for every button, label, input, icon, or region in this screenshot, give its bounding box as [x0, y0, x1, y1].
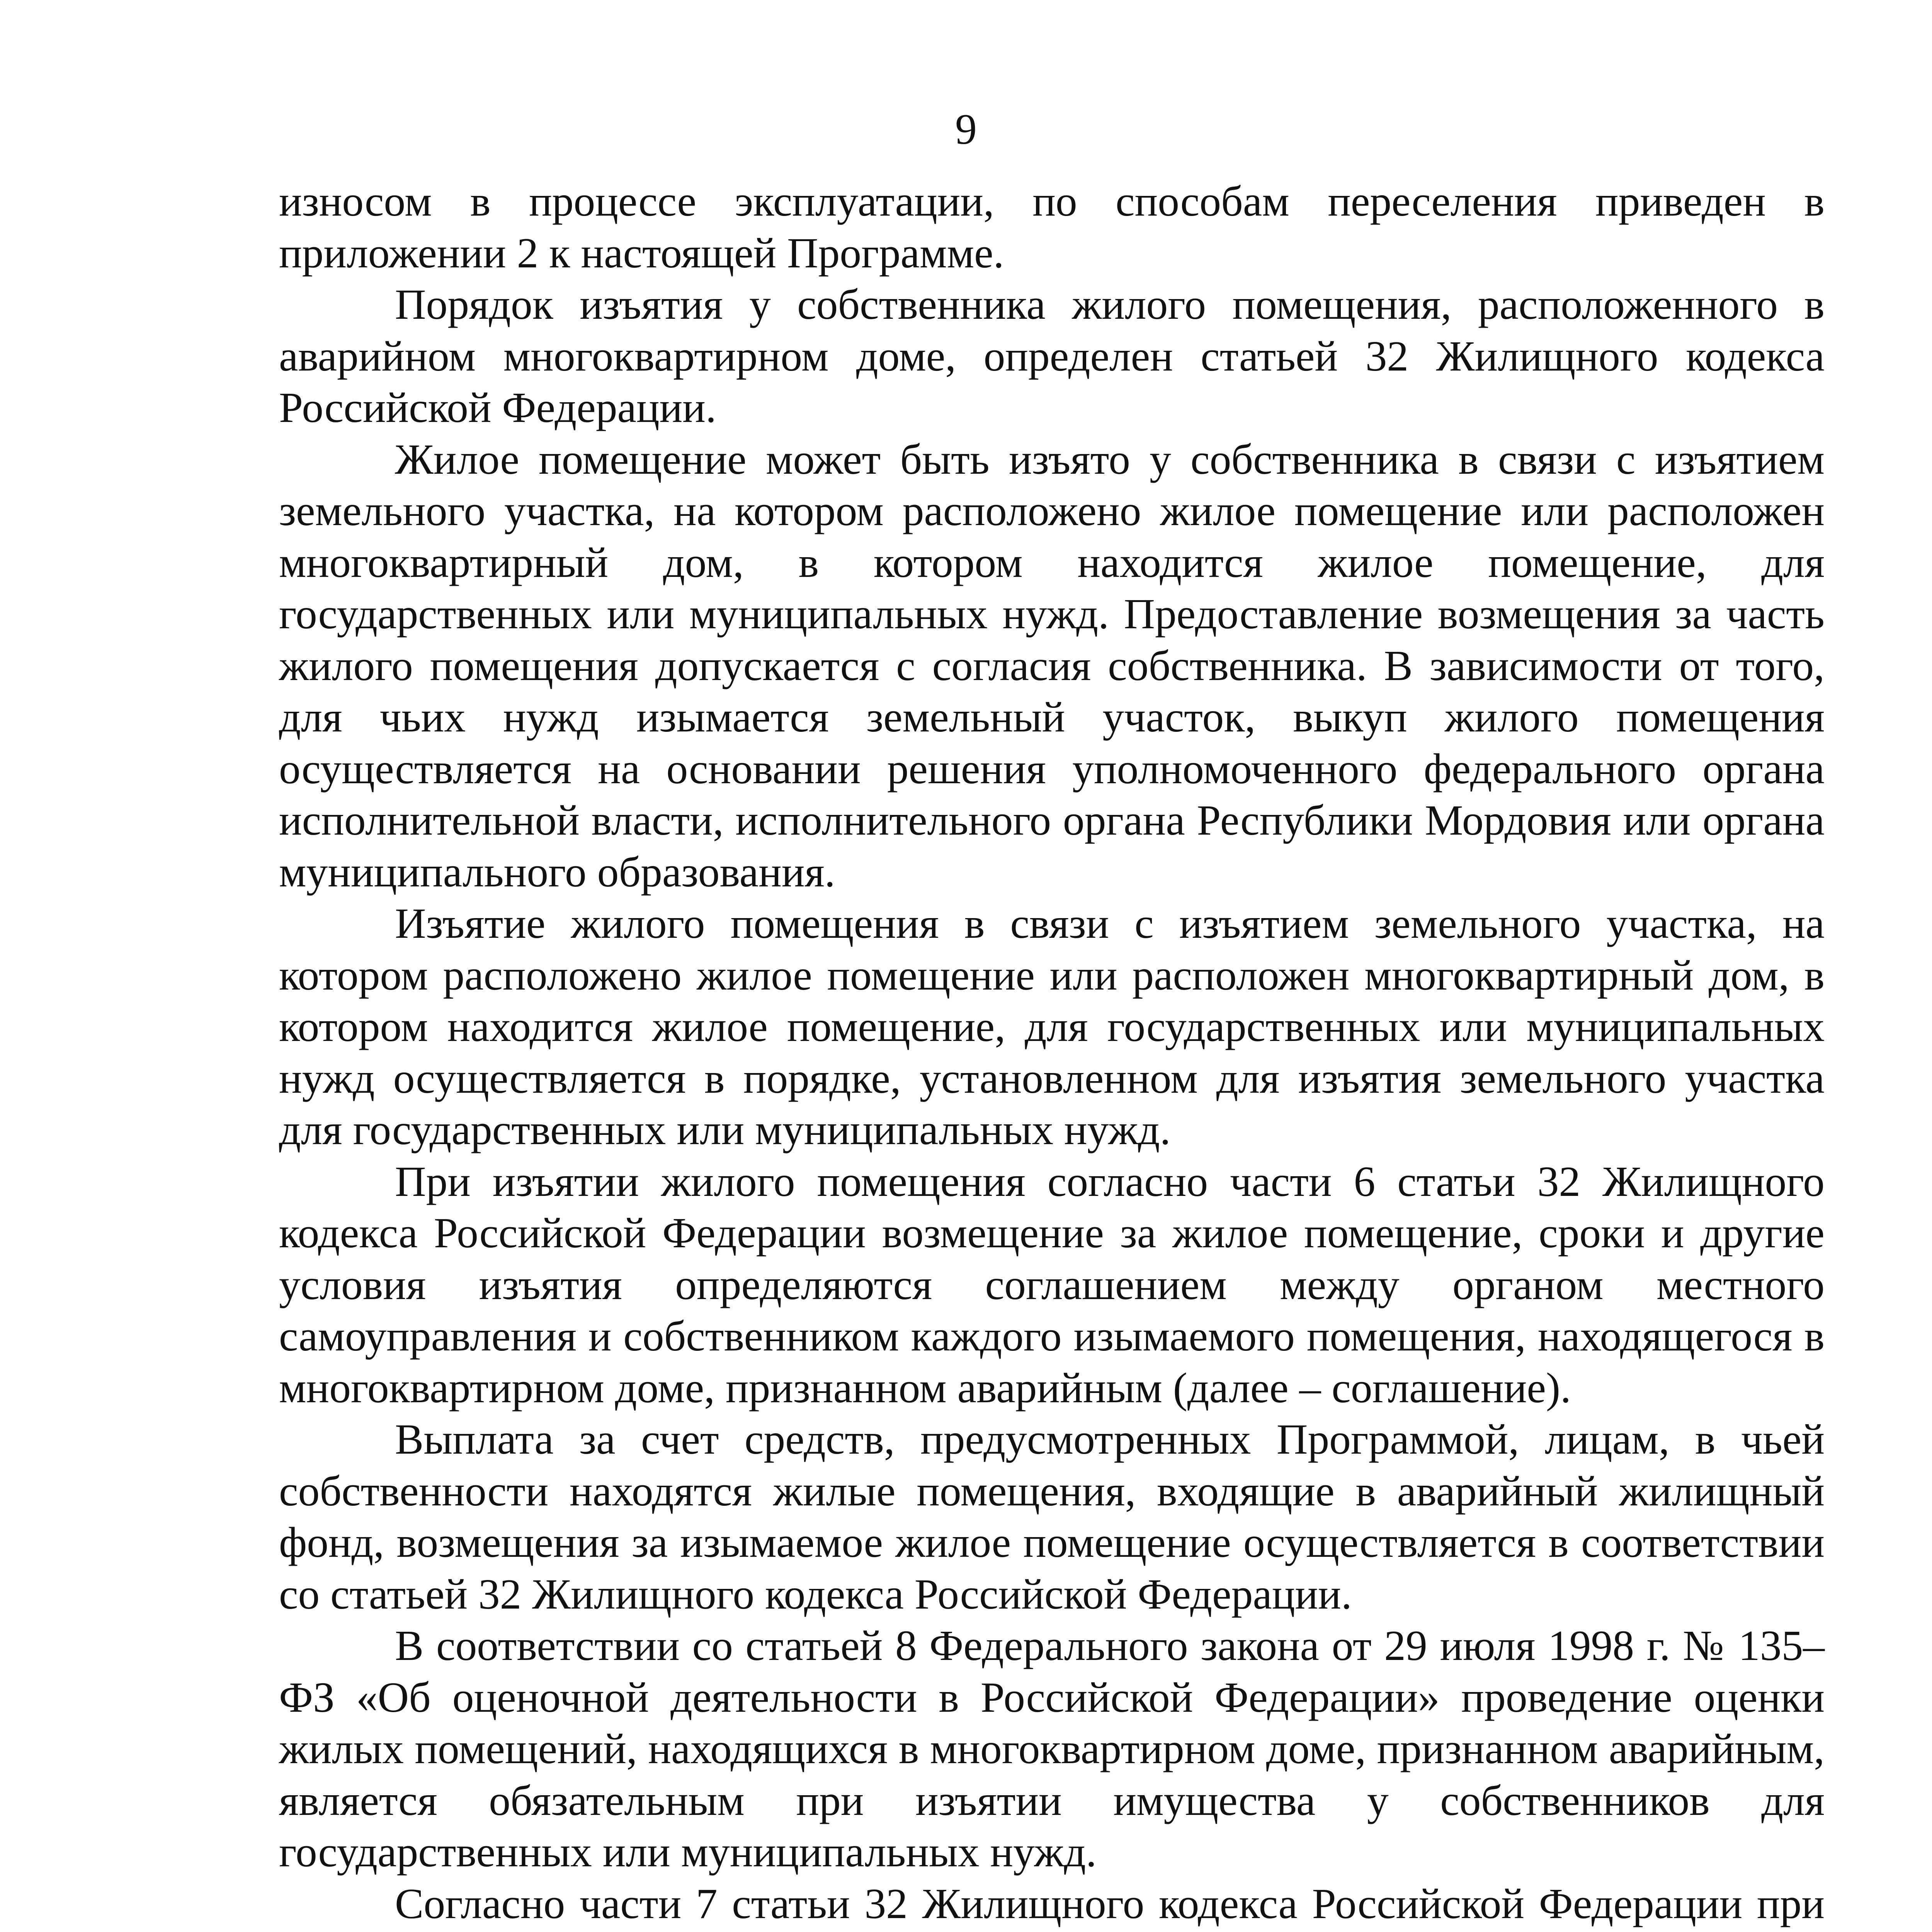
paragraph-continuation: износом в процессе эксплуатации, по способам переселения приведен в приложении 2 к настоящей Программе.	[279, 178, 1825, 277]
paragraph-compensation-intro: Согласно части 7 статьи 32 Жилищного кодекса Российской Федерации при	[395, 1880, 1825, 1928]
paragraph-seizure-with-land: Жилое помещение может быть изъято у собственника в связи с изъятием земельного участка, на котором расположено жилое помещение или расположен многоквартирный дом, в котором находится жилое помещение, для государственных или муниципальных нужд. Предоставление возмещения за часть жилого помещения допускается с согласия собственника. В зависимости от того, для чьих нужд изымается земельный участок, выкуп жилого помещения осуществляется на основании решения уполномоченного федерального органа исполнительной власти, исполнительного органа Республики Мордовия или органа муниципального образования.	[279, 435, 1825, 896]
page-number: 9	[955, 105, 977, 153]
paragraph-agreement: При изъятии жилого помещения согласно части 6 статьи 32 Жилищного кодекса Российской Федерации возмещение за жилое помещение, сроки и другие условия изъятия определяются соглашением между органом местного самоуправления и собственником каждого изымаемого помещения, находящегося в многоквартирном доме, признанном аварийным (далее – соглашение).	[279, 1158, 1825, 1412]
paragraph-seizure-order: Изъятие жилого помещения в связи с изъятием земельного участка, на котором расположено жилое помещение или расположен многоквартирный дом, в котором находится жилое помещение, для государственных или муниципальных нужд осуществляется в порядке, установленном для изъятия земельного участка для государственных или муниципальных нужд.	[279, 900, 1825, 1154]
paragraph-payment: Выплата за счет средств, предусмотренных Программой, лицам, в чьей собственности находятся жилые помещения, входящие в аварийный жилищный фонд, возмещения за изымаемое жилое помещение осуществляется в соответствии со статьей 32 Жилищного кодекса Российской Федерации.	[279, 1416, 1825, 1618]
document-body	[279, 176, 1825, 1932]
paragraph-valuation: В соответствии со статьей 8 Федерального закона от 29 июля 1998 г. № 135–ФЗ «Об оценочной деятельности в Российской Федерации» проведение оценки жилых помещений, находящихся в многоквартирном доме, признанном аварийным, является обязательным при изъятии имущества у собственников для государственных или муниципальных нужд.	[279, 1622, 1825, 1876]
paragraph-seizure-procedure: Порядок изъятия у собственника жилого помещения, расположенного в аварийном многоквартирном доме, определен статьей 32 Жилищного кодекса Российской Федерации.	[279, 281, 1825, 432]
